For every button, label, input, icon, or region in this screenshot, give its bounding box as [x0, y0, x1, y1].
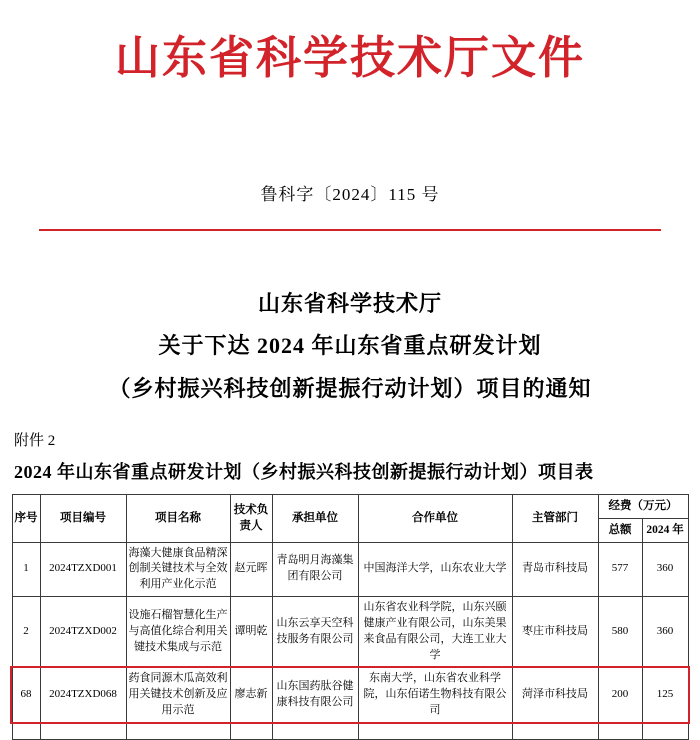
title-line-2: 关于下达 2024 年山东省重点研发计划: [158, 333, 542, 359]
cell-year-2024: 360: [642, 597, 688, 668]
th-no: 序号: [12, 495, 40, 542]
document-title-block: [0, 283, 700, 412]
cell-code: [40, 722, 126, 739]
cell-code: 2024TZXD068: [40, 668, 126, 723]
title-line-1: 山东省科学技术厅: [257, 290, 442, 316]
cell-total: [598, 722, 642, 739]
th-department: 主管部门: [512, 495, 598, 542]
th-cooperators: 合作单位: [358, 495, 512, 542]
cell-undertaker: [272, 722, 358, 739]
cell-code: 2024TZXD002: [40, 597, 126, 668]
table-row-partial: [12, 722, 688, 739]
th-name: 项目名称: [126, 495, 230, 542]
title-line-3: （乡村振兴科技创新提振行动计划）项目的通知: [108, 376, 592, 402]
cell-total: 200: [598, 668, 642, 723]
cell-year-2024: [642, 722, 688, 739]
cell-no: 1: [12, 542, 40, 597]
cell-department: 青岛市科技局: [512, 542, 598, 597]
table-header: [12, 495, 688, 542]
cell-code: 2024TZXD001: [40, 542, 126, 597]
cell-no: [12, 722, 40, 739]
cell-department: 枣庄市科技局: [512, 597, 598, 668]
attachment-title: 2024 年山东省重点研发计划（乡村振兴科技创新提振行动计划）项目表: [14, 462, 594, 483]
th-funding-total: 总额: [598, 518, 642, 542]
cell-department: [512, 722, 598, 739]
project-table: [12, 494, 689, 740]
cell-name: 设施石榴智慧化生产与高值化综合利用关键技术集成与示范: [126, 597, 230, 668]
cell-leader: [230, 722, 272, 739]
th-code: 项目编号: [40, 495, 126, 542]
cell-total: 580: [598, 597, 642, 668]
masthead-title: 山东省科学技术厅文件: [114, 33, 585, 83]
cell-cooperators: 东南大学，山东省农业科学院，山东佰诺生物科技有限公司: [358, 668, 512, 723]
cell-leader: 谭明乾: [230, 597, 272, 668]
cell-leader: 廖志新: [230, 668, 272, 723]
cell-year-2024: 125: [642, 668, 688, 723]
cell-undertaker: 山东云享天空科技服务有限公司: [272, 597, 358, 668]
red-divider-rule: [39, 229, 661, 231]
document-number: 鲁科字〔2024〕115 号: [260, 184, 440, 204]
cell-cooperators: 山东省农业科学院，山东兴颐健康产业有限公司，山东美果来食品有限公司，大连工业大学: [358, 597, 512, 668]
th-leader: 技术负责人: [230, 495, 272, 542]
cell-year-2024: 360: [642, 542, 688, 597]
table-header-row-1: [12, 495, 688, 519]
cell-name: 海藻大健康食品精深创制关键技术与全效利用产业化示范: [126, 542, 230, 597]
table-body: [12, 542, 688, 739]
cell-no: 68: [12, 668, 40, 723]
attachment-label: 附件 2: [14, 433, 56, 450]
table-row: [12, 668, 688, 723]
cell-cooperators: 中国海洋大学，山东农业大学: [358, 542, 512, 597]
cell-department: 菏泽市科技局: [512, 668, 598, 723]
th-undertaker: 承担单位: [272, 495, 358, 542]
th-funding-group: 经费（万元）: [598, 495, 688, 519]
cell-leader: 赵元晖: [230, 542, 272, 597]
cell-total: 577: [598, 542, 642, 597]
cell-name: 药食同源木瓜高效利用关键技术创新及应用示范: [126, 668, 230, 723]
masthead: [0, 0, 700, 84]
cell-no: 2: [12, 597, 40, 668]
cell-undertaker: 青岛明月海藻集团有限公司: [272, 542, 358, 597]
table-row: [12, 597, 688, 668]
cell-name: [126, 722, 230, 739]
th-funding-2024: 2024 年: [642, 518, 688, 542]
cell-undertaker: 山东国药肽谷健康科技有限公司: [272, 668, 358, 723]
cell-cooperators: [358, 722, 512, 739]
table-row: [12, 542, 688, 597]
